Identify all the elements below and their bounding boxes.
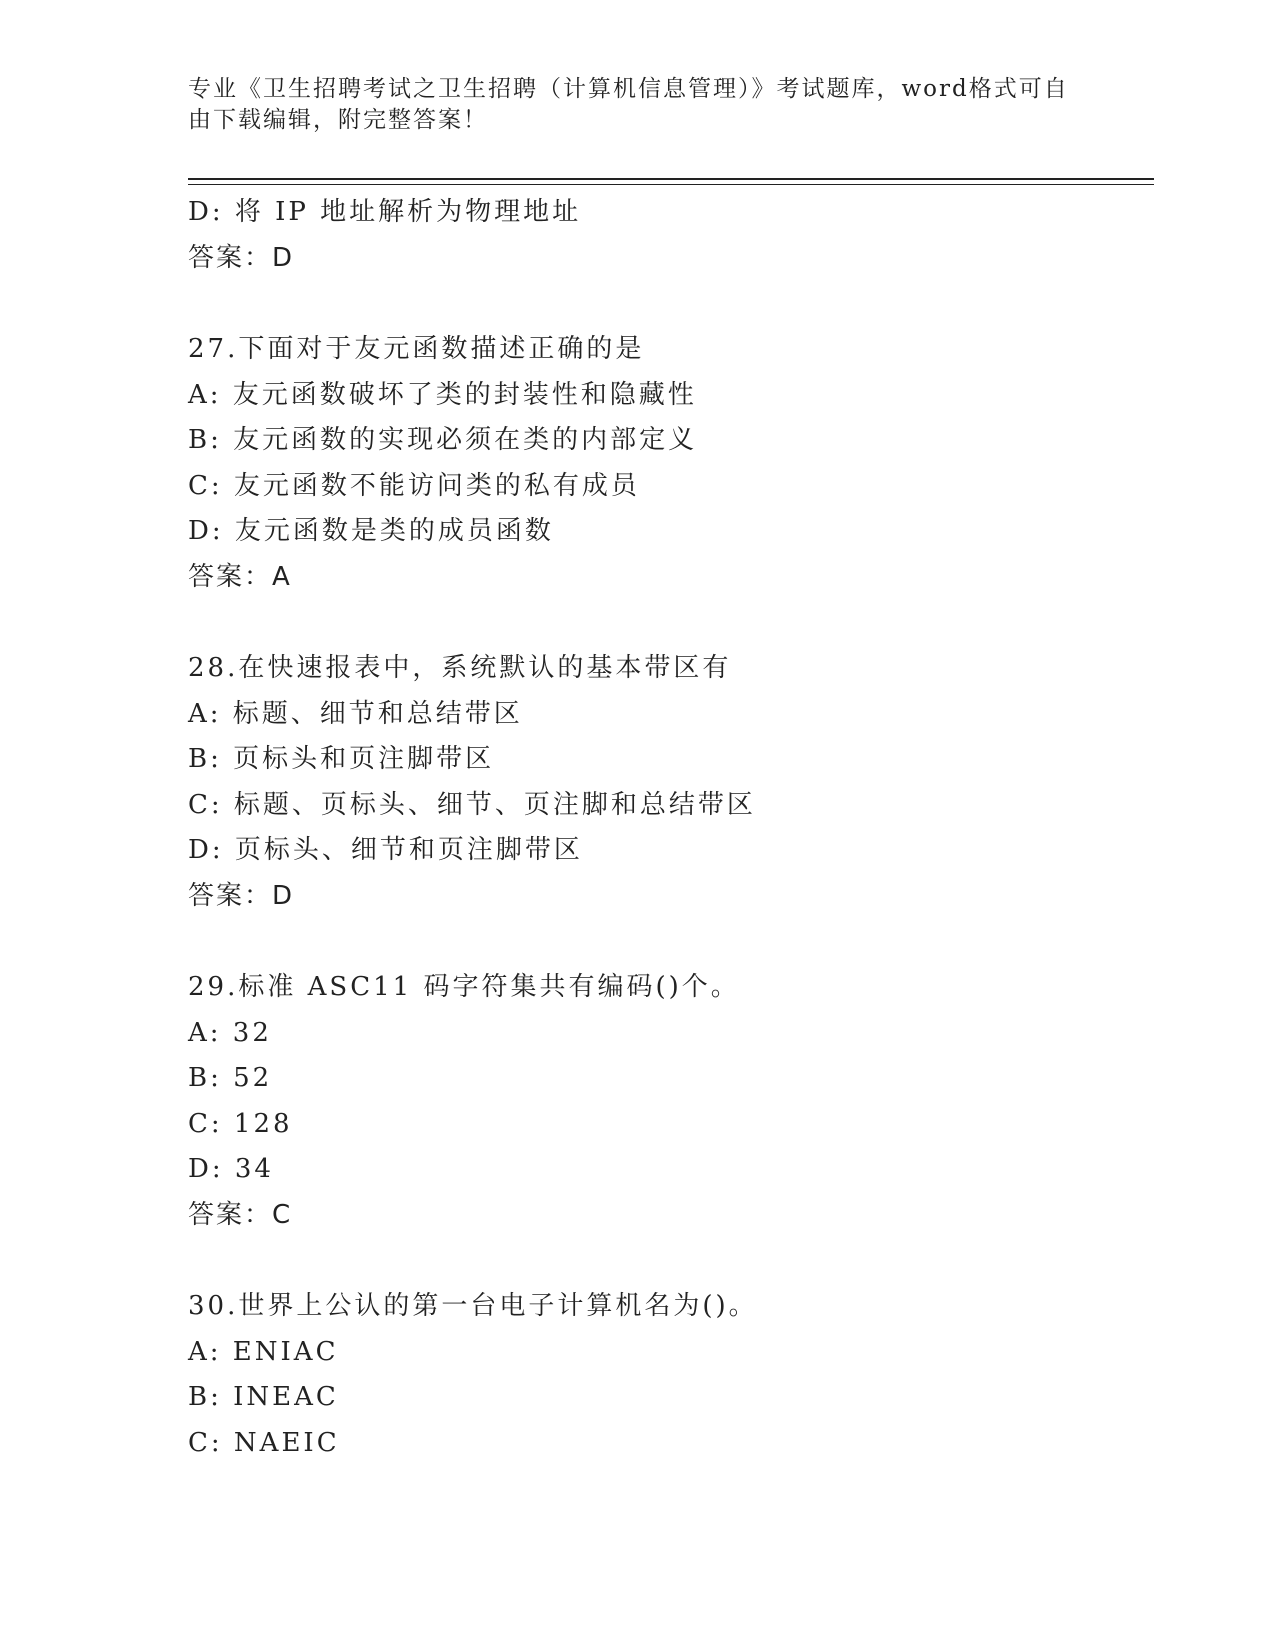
spacer: [188, 600, 1148, 646]
option-d: D: 34: [188, 1154, 274, 1184]
option-d: D: 页标头、细节和页注脚带区: [188, 835, 583, 865]
header-divider-thin: [188, 184, 1154, 185]
spacer: [188, 919, 1148, 965]
option-d: D: 友元函数是类的成员函数: [188, 516, 554, 546]
option-b: B: INEAC: [188, 1382, 339, 1412]
header-line-1: 专业《卫生招聘考试之卫生招聘（计算机信息管理）》考试题库，word格式可自: [188, 76, 1069, 102]
option-a: A: 32: [188, 1017, 272, 1048]
option-d: D: 将 IP 地址解析为物理地址: [188, 197, 582, 227]
question-stem: 30.世界上公认的第一台电子计算机名为()。: [188, 1291, 758, 1321]
question-stem: 29.标准 ASC11 码字符集共有编码()个。: [188, 972, 740, 1002]
option-a: A: 友元函数破坏了类的封装性和隐藏性: [188, 379, 697, 410]
question-list: [188, 190, 1148, 1466]
option-c: C: 友元函数不能访问类的私有成员: [188, 470, 640, 501]
document-header: [188, 74, 1068, 136]
option-b: B: 52: [188, 1063, 273, 1093]
answer-line: 答案：A: [188, 561, 292, 592]
answer-line: 答案：D: [188, 880, 295, 911]
option-c: C: NAEIC: [188, 1427, 340, 1458]
spacer: [188, 281, 1148, 327]
answer-line: 答案：D: [188, 242, 295, 273]
header-divider-thick: [188, 178, 1154, 180]
answer-line: 答案：C: [188, 1199, 293, 1230]
spacer: [188, 1238, 1148, 1284]
question-stem: 28.在快速报表中，系统默认的基本带区有: [188, 653, 732, 683]
option-b: B: 页标头和页注脚带区: [188, 744, 495, 774]
question-stem: 27.下面对于友元函数描述正确的是: [188, 334, 645, 364]
option-a: A: ENIAC: [188, 1336, 339, 1367]
option-b: B: 友元函数的实现必须在类的内部定义: [188, 425, 698, 455]
option-a: A: 标题、细节和总结带区: [188, 698, 523, 729]
header-line-2: 由下载编辑，附完整答案！: [188, 107, 488, 133]
option-c: C: 128: [188, 1108, 293, 1139]
option-c: C: 标题、页标头、细节、页注脚和总结带区: [188, 789, 756, 820]
